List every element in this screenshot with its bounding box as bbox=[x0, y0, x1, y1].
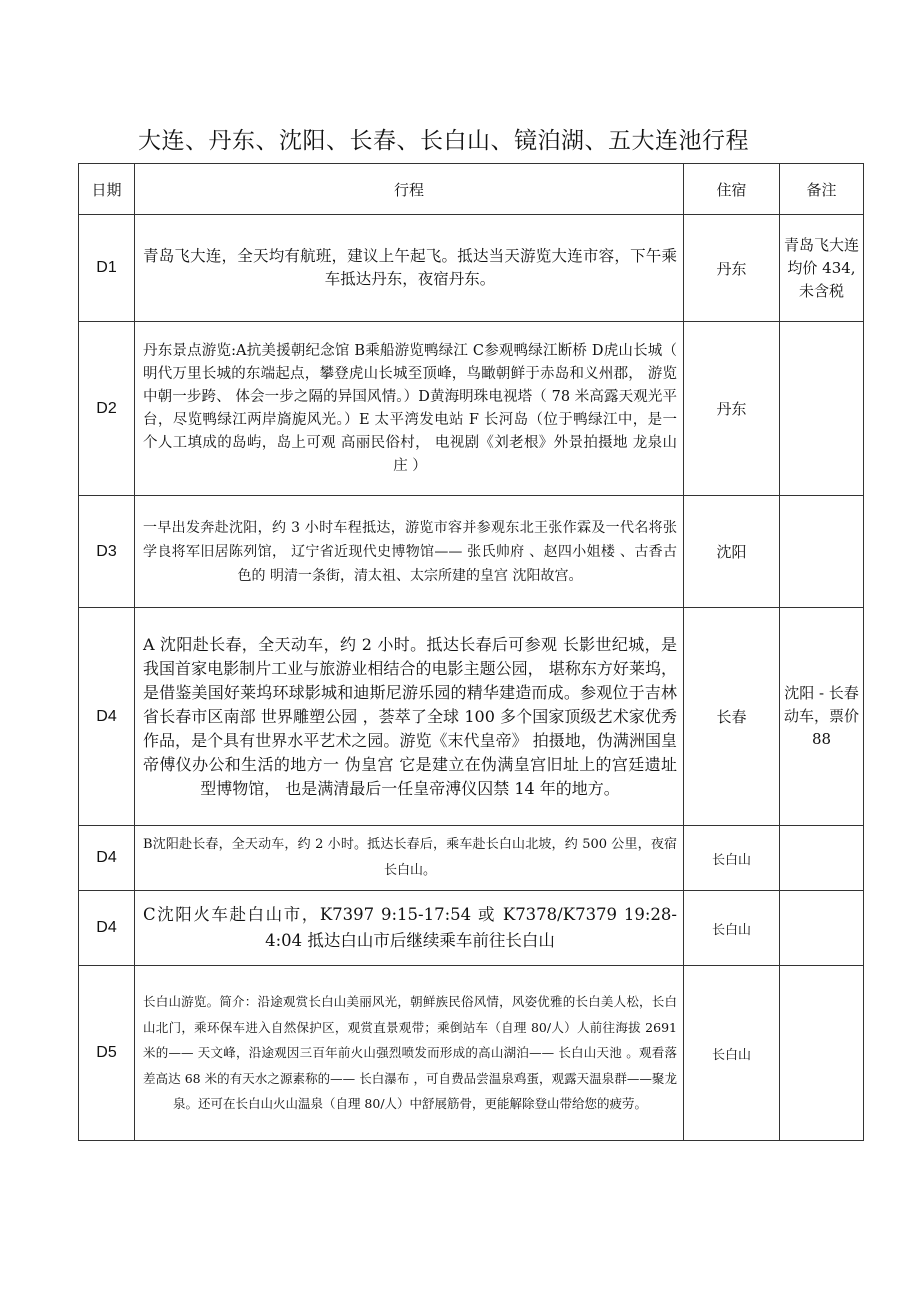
itinerary-cell bbox=[135, 608, 684, 826]
note-cell: 沈阳 - 长春动车，票价 88 bbox=[780, 608, 864, 826]
day-cell: D4 bbox=[79, 608, 135, 826]
day-cell: D2 bbox=[79, 322, 135, 496]
itinerary-text: 丹东景点游览:A抗美援朝纪念馆 B乘船游览鸭绿江 C参观鸭绿江断桥 D虎山长城（ 明代万里长城的东端起点，攀登虎山长城至顶峰，鸟瞰朝鲜于赤岛和义州郡， 游览中朝一步跨、 体会一步之隔的异国风情。）D黄海明珠电视塔（ 78 米高露天观光平台，尽览鸭绿江两岸旖旎风光。）E 太平湾发电站 F 长河岛（位于鸭绿江中，是一个人工填成的岛屿，岛上可观 高丽民俗村， 电视剧《刘老根》外景拍摄地 龙泉山庄 ） bbox=[143, 342, 677, 474]
note-cell: 青岛飞大连均价 434,未含税 bbox=[780, 215, 864, 322]
itinerary-cell bbox=[135, 966, 684, 1141]
header-date: 日期 bbox=[79, 164, 135, 215]
table-row bbox=[79, 322, 864, 496]
stay-cell: 丹东 bbox=[684, 322, 780, 496]
table-row bbox=[79, 215, 864, 322]
stay-cell: 长白山 bbox=[684, 891, 780, 966]
table-row bbox=[79, 826, 864, 891]
header-note: 备注 bbox=[780, 164, 864, 215]
note-cell bbox=[780, 891, 864, 966]
page-title: 大连、丹东、沈阳、长春、长白山、镜泊湖、五大连池行程 bbox=[138, 128, 749, 154]
itinerary-cell bbox=[135, 891, 684, 966]
header-stay: 住宿 bbox=[684, 164, 780, 215]
table-row bbox=[79, 966, 864, 1141]
itinerary-cell bbox=[135, 215, 684, 322]
stay-cell: 沈阳 bbox=[684, 496, 780, 608]
table-header-row bbox=[79, 164, 864, 215]
day-cell: D3 bbox=[79, 496, 135, 608]
itinerary-text: 长白山游览。简介：沿途观赏长白山美丽风光，朝鲜族民俗风情，风姿优雅的长白美人松，长白山北门，乘环保车进入自然保护区，观赏直景观带；乘倒站车（自理 80/人）人前往海拔 2691 米的—— 天文峰，沿途观因三百年前火山强烈喷发而形成的高山湖泊—— 长白山天池 。观看落差高达 68 米的有天水之源素称的—— 长白瀑布 ，可自费品尝温泉鸡蛋，观露天温泉群——聚龙泉。还可在长白山火山温泉（自理 80/人）中舒展筋骨，更能解除登山带给您的疲劳。 bbox=[143, 994, 677, 1112]
itinerary-cell bbox=[135, 496, 684, 608]
itinerary-text: A 沈阳赴长春，全天动车，约 2 小时。抵达长春后可参观 长影世纪城，是我国首家电影制片工业与旅游业相结合的电影主题公园， 堪称东方好莱坞，是借鉴美国好莱坞环球影城和迪斯尼游乐园的精华建造而成。参观位于吉林省长春市区南部 世界雕塑公园 ，荟萃了全球 100 多个国家顶级艺术家优秀作品，是个具有世界水平艺术之园。游览《末代皇帝》 拍摄地，伪满洲国皇帝傅仪办公和生活的地方一 伪皇宫 它是建立在伪满皇宫旧址上的宫廷遗址型博物馆， 也是满清最后一任皇帝溥仪囚禁 14 年的地方。 bbox=[143, 634, 677, 798]
itinerary-cell bbox=[135, 322, 684, 496]
note-cell bbox=[780, 496, 864, 608]
table-row bbox=[79, 608, 864, 826]
itinerary-table bbox=[78, 163, 864, 1141]
itinerary-cell bbox=[135, 826, 684, 891]
stay-cell: 长白山 bbox=[684, 826, 780, 891]
itinerary-text: C沈阳火车赴白山市，K7397 9:15-17:54 或 K7378/K7379 19:28-4:04 抵达白山市后继续乘车前往长白山 bbox=[143, 905, 677, 950]
table-row bbox=[79, 891, 864, 966]
stay-cell: 长白山 bbox=[684, 966, 780, 1141]
day-cell: D1 bbox=[79, 215, 135, 322]
itinerary-text: 一早出发奔赴沈阳，约 3 小时车程抵达，游览市容并参观东北王张作霖及一代名将张学良将军旧居陈列馆， 辽宁省近现代史博物馆—— 张氏帅府 、赵四小姐楼 、古香古色的 明清一条街，清太祖、太宗所建的皇宫 沈阳故宫。 bbox=[143, 519, 677, 584]
note-cell bbox=[780, 826, 864, 891]
stay-cell: 丹东 bbox=[684, 215, 780, 322]
note-cell bbox=[780, 966, 864, 1141]
stay-cell: 长春 bbox=[684, 608, 780, 826]
itinerary-text: B沈阳赴长春，全天动车，约 2 小时。抵达长春后，乘车赴长白山北坡，约 500 公里，夜宿长白山。 bbox=[143, 837, 677, 878]
note-cell bbox=[780, 322, 864, 496]
header-itinerary: 行程 bbox=[135, 164, 684, 215]
table-row bbox=[79, 496, 864, 608]
day-cell: D5 bbox=[79, 966, 135, 1141]
itinerary-text: 青岛飞大连，全天均有航班，建议上午起飞。抵达当天游览大连市容，下午乘车抵达丹东，夜宿丹东。 bbox=[143, 247, 677, 288]
day-cell: D4 bbox=[79, 891, 135, 966]
day-cell: D4 bbox=[79, 826, 135, 891]
